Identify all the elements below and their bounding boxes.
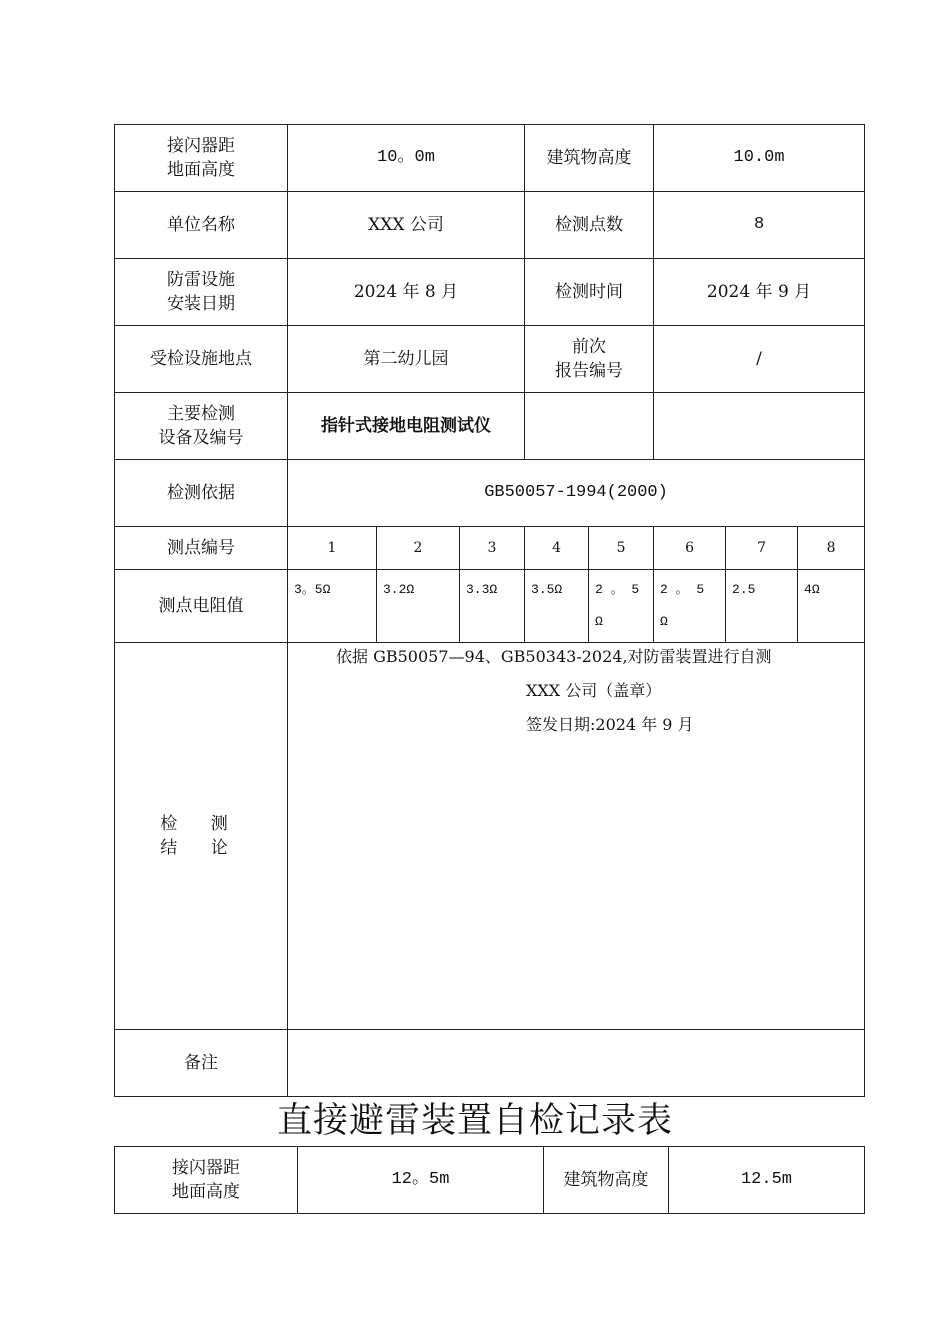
point-number: 2 (377, 527, 460, 570)
point-number: 3 (460, 527, 525, 570)
resistance-value: 2.5 (726, 570, 798, 643)
unit-name-value: XXX 公司 (288, 192, 525, 259)
page-title: 直接避雷装置自检记录表 (276, 1101, 673, 1141)
table-row (115, 643, 865, 1030)
point-number: 4 (525, 527, 589, 570)
point-number-label: 测点编号 (115, 527, 288, 570)
equipment-value: 指针式接地电阻测试仪 (288, 393, 525, 460)
inspection-record-table (114, 124, 865, 1097)
equipment-extra-1 (525, 393, 654, 460)
table-row (115, 460, 865, 527)
lightning-rod-height-value: 10。0m (288, 125, 525, 192)
resistance-value: 2 。 5 Ω (654, 570, 726, 643)
basis-value: GB50057-1994(2000) (288, 460, 865, 527)
resistance-value: 3。5Ω (288, 570, 377, 643)
table-row (115, 125, 865, 192)
lightning-rod-height-label: 接闪器距 地面高度 (115, 125, 288, 192)
point-number: 7 (726, 527, 798, 570)
table-row (115, 326, 865, 393)
location-value: 第二幼儿园 (288, 326, 525, 393)
point-number: 6 (654, 527, 726, 570)
building-height-value: 12.5m (669, 1147, 865, 1214)
building-height-value: 10.0m (654, 125, 865, 192)
lightning-rod-height-label: 接闪器距 地面高度 (115, 1147, 298, 1214)
inspection-time-value: 2024 年 9 月 (654, 259, 865, 326)
table-row (115, 1147, 865, 1214)
conclusion-date: 签发日期:2024 年 9 月 (526, 715, 694, 734)
conclusion-company: XXX 公司（盖章） (526, 681, 662, 700)
install-date-value: 2024 年 8 月 (288, 259, 525, 326)
remark-value (288, 1030, 865, 1097)
basis-label: 检测依据 (115, 460, 288, 527)
inspection-record-table-2 (114, 1146, 865, 1214)
conclusion-label: 检 测 结 论 (115, 643, 288, 1030)
equipment-label: 主要检测 设备及编号 (115, 393, 288, 460)
table-row (115, 570, 865, 643)
point-number: 8 (798, 527, 865, 570)
building-height-label: 建筑物高度 (544, 1147, 669, 1214)
point-count-label: 检测点数 (525, 192, 654, 259)
install-date-label: 防雷设施 安装日期 (115, 259, 288, 326)
point-count-value: 8 (654, 192, 865, 259)
resistance-label: 测点电阻值 (115, 570, 288, 643)
resistance-value: 4Ω (798, 570, 865, 643)
previous-report-value: / (654, 326, 865, 393)
inspection-time-label: 检测时间 (525, 259, 654, 326)
conclusion-body (288, 643, 865, 1030)
resistance-value: 2 。 5 Ω (589, 570, 654, 643)
table-row (115, 192, 865, 259)
table-row (115, 259, 865, 326)
table-row (115, 1030, 865, 1097)
remark-label: 备注 (115, 1030, 288, 1097)
conclusion-text: 依据 GB50057—94、GB50343-2024,对防雷装置进行自测 (336, 647, 772, 666)
point-number: 5 (589, 527, 654, 570)
resistance-value: 3.3Ω (460, 570, 525, 643)
point-number: 1 (288, 527, 377, 570)
resistance-value: 3.5Ω (525, 570, 589, 643)
table-row (115, 527, 865, 570)
location-label: 受检设施地点 (115, 326, 288, 393)
unit-name-label: 单位名称 (115, 192, 288, 259)
equipment-extra-2 (654, 393, 865, 460)
building-height-label: 建筑物高度 (525, 125, 654, 192)
resistance-value: 3.2Ω (377, 570, 460, 643)
table-row (115, 393, 865, 460)
previous-report-label: 前次 报告编号 (525, 326, 654, 393)
lightning-rod-height-value: 12。5m (298, 1147, 544, 1214)
